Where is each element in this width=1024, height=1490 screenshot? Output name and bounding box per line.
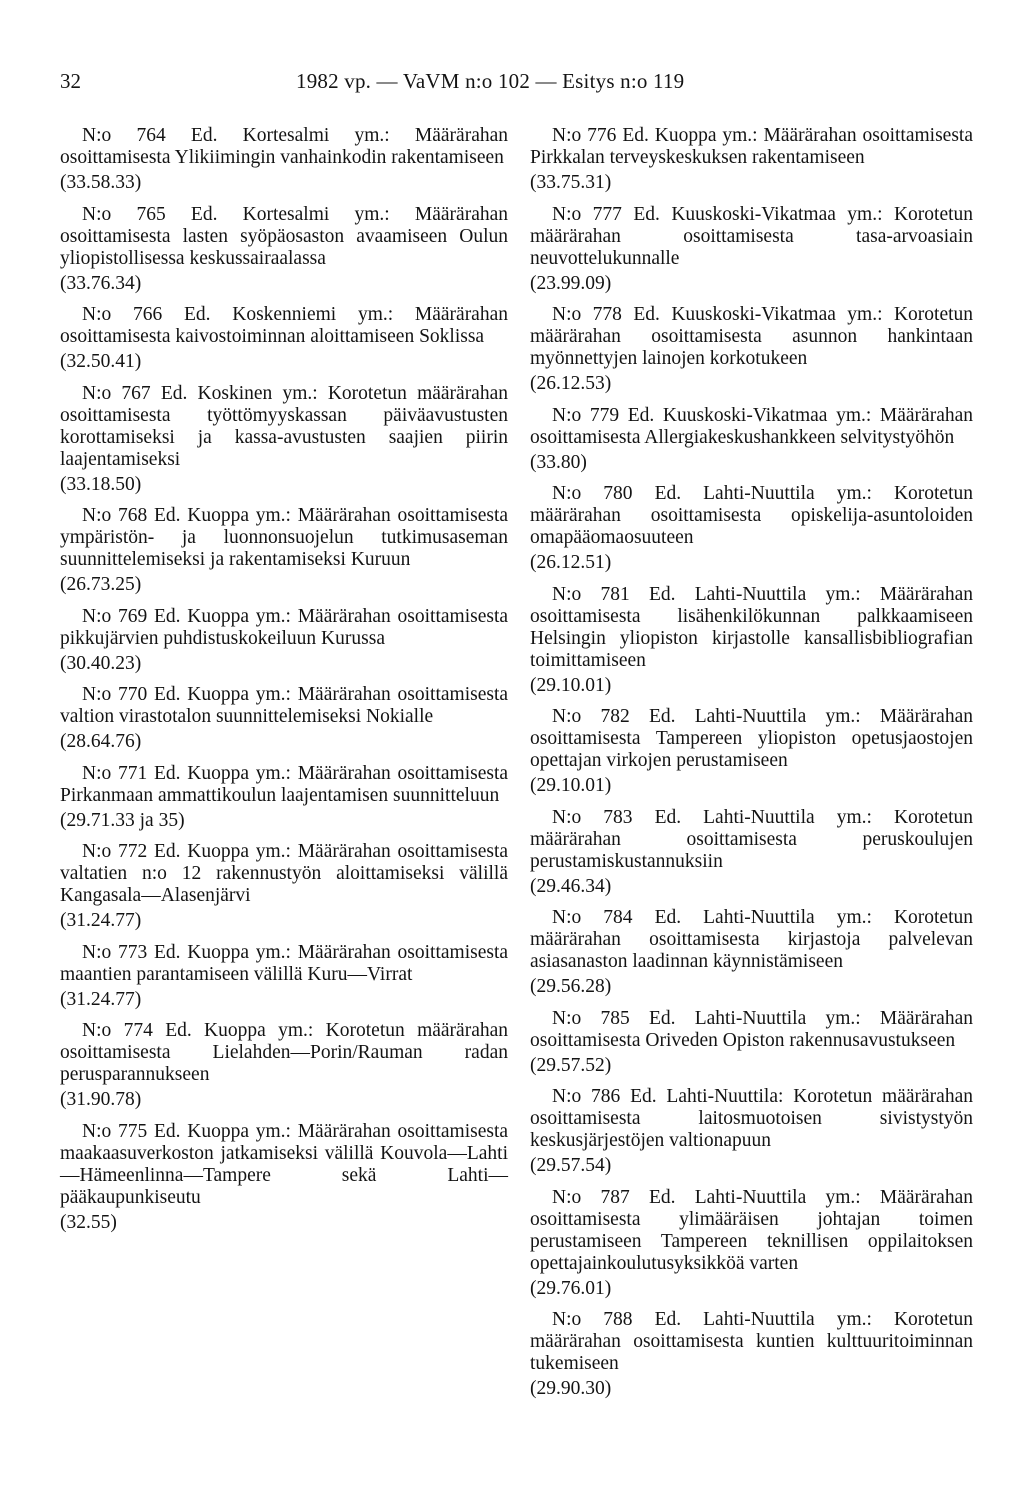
list-item (530, 584, 973, 697)
entry-code: (31.24.77) (60, 910, 142, 931)
left-column (60, 125, 508, 1243)
entry-text: Ed. Lahti-Nuuttila: Korotetun määrärahan osoittamisesta laitosmuotoisen sivistystyön keskusjärjestöjen valtionapuun (530, 1086, 973, 1151)
entry-text: Ed. Kuoppa ym.: Määrärahan osoittamisesta Pirkanmaan ammattikoulun laajentamisen suunnitteluun (60, 762, 509, 806)
list-item (60, 684, 508, 753)
entry-number: N:o 773 (82, 941, 148, 963)
entry-number: N:o 776 (552, 125, 617, 146)
entry-code: (29.56.28) (530, 976, 612, 997)
entry-text: Ed. Lahti-Nuuttila ym.: Korotetun määrärahan osoittamisesta kuntien kulttuuritoiminnan tukemiseen (530, 1309, 974, 1374)
entry-number: N:o 780 (552, 483, 633, 504)
list-item (530, 807, 973, 898)
entry-text: Ed. Kuoppa ym.: Määrärahan osoittamisesta valtion virastotalon suunnittelemiseksi Nokialle (60, 684, 509, 727)
entry-text: Ed. Kuoppa ym.: Määrärahan osoittamisesta valtatien n:o 12 rakennustyön aloittamiseksi välillä Kangasala—Alasenjärvi (60, 841, 509, 906)
list-item (530, 483, 973, 574)
list-item (60, 942, 508, 1011)
entry-number: N:o 788 (552, 1309, 633, 1330)
entry-code: (31.90.78) (60, 1089, 142, 1110)
entry-code: (29.57.54) (530, 1155, 612, 1176)
entry-number: N:o 769 (82, 605, 148, 627)
entry-number: N:o 782 (552, 706, 630, 727)
entry-text: Ed. Lahti-Nuuttila ym.: Korotetun määrärahan osoittamisesta peruskoulujen perustamiskustannuksiin (530, 806, 974, 872)
entry-number: N:o 764 (82, 125, 166, 146)
running-title: 1982 vp. — VaVM n:o 102 — Esitys n:o 119 (296, 69, 685, 93)
entry-number: N:o 778 (552, 304, 622, 325)
entry-text: Ed. Kuuskoski-Vikatmaa ym.: Korotetun määrärahan osoittamisesta tasa-arvoasiain neuvottelukunnalle (530, 203, 974, 269)
entry-code: (26.73.25) (60, 574, 142, 595)
entry-number: N:o 771 (82, 762, 148, 784)
list-item (60, 1020, 508, 1111)
entry-number: N:o 785 (552, 1007, 630, 1029)
entry-number: N:o 774 (82, 1020, 153, 1041)
entry-code: (33.18.50) (60, 473, 142, 495)
list-item (60, 606, 508, 675)
entry-number: N:o 767 (82, 382, 151, 404)
entry-text: Ed. Lahti-Nuuttila ym.: Korotetun määrärahan osoittamisesta kirjastoja palvelevan asiasanaston laadinnan käynnistämiseen (530, 907, 974, 972)
entry-code: (33.80) (530, 451, 587, 473)
entry-number: N:o 786 (552, 1086, 621, 1107)
page-header (0, 70, 1024, 100)
list-item (530, 304, 973, 395)
entry-text: Ed. Kortesalmi ym.: Määrärahan osoittamisesta Ylikiimingin vanhainkodin rakentamiseen (60, 125, 508, 168)
entry-text: Ed. Kortesalmi ym.: Määrärahan osoittamisesta lasten syöpäosaston avaamiseen Oulun yliopistollisessa keskussairaalassa (60, 203, 508, 269)
list-item (530, 907, 973, 998)
list-item (60, 1121, 508, 1234)
entry-code: (33.58.33) (60, 172, 142, 193)
entry-number: N:o 781 (552, 583, 630, 605)
entry-number: N:o 770 (82, 684, 148, 705)
list-item (530, 405, 973, 474)
list-item (530, 1086, 973, 1177)
entry-text: Ed. Lahti-Nuuttila ym.: Määrärahan osoittamisesta Tampereen yliopiston opetusjaostojen opettajan virkojen perustamiseen (530, 706, 973, 771)
entry-text: Ed. Kuoppa ym.: Määrärahan osoittamisesta ympäristön- ja luonnonsuojelun tutkimusaseman suunnittelemiseksi ja rakentamiseksi Kuruun (60, 505, 509, 570)
list-item (530, 706, 973, 797)
entry-text: Ed. Kuuskoski-Vikatmaa ym.: Korotetun määrärahan osoittamisesta asunnon hankintaan myönnettyjen lainojen korkotukeen (530, 304, 974, 369)
entry-text: Ed. Kuoppa ym.: Korotetun määrärahan osoittamisesta Lielahden—Porin/Rauman radan perusparannukseen (60, 1020, 509, 1085)
entry-text: Ed. Kuoppa ym.: Määrärahan osoittamisesta Pirkkalan terveyskeskuksen rakentamiseen (530, 125, 973, 168)
list-item (60, 125, 508, 194)
entry-code: (28.64.76) (60, 731, 142, 752)
entry-number: N:o 766 (82, 304, 163, 325)
list-item (60, 505, 508, 596)
entry-text: Ed. Lahti-Nuuttila ym.: Määrärahan osoittamisesta lisähenkilökunnan palkkaamiseen Helsingin yliopiston kirjastolle kansallisbibliografian toimittamiseen (530, 583, 973, 671)
entry-code: (29.10.01) (530, 775, 612, 796)
entry-code: (26.12.53) (530, 373, 612, 394)
entry-number: N:o 784 (552, 907, 633, 928)
list-item (530, 204, 973, 295)
entry-code: (32.55) (60, 1211, 117, 1233)
entry-code: (29.76.01) (530, 1277, 612, 1299)
list-item (60, 304, 508, 373)
entry-code: (33.76.34) (60, 272, 142, 294)
entry-code: (29.57.52) (530, 1054, 612, 1076)
entry-code: (29.71.33 ja 35) (60, 809, 185, 831)
entry-code: (23.99.09) (530, 272, 612, 294)
entry-number: N:o 765 (82, 203, 166, 225)
entry-code: (33.75.31) (530, 172, 612, 193)
entry-code: (31.24.77) (60, 988, 142, 1010)
list-item (60, 383, 508, 496)
list-item (60, 204, 508, 295)
entry-text: Ed. Koskinen ym.: Korotetun määrärahan osoittamisesta työttömyyskassan päiväavustusten korottamiseksi ja kassa-avustusten saajien piirin laajentamiseksi (60, 382, 508, 470)
entry-text: Ed. Lahti-Nuuttila ym.: Määrärahan osoittamisesta Oriveden Opiston rakennusavustukseen (530, 1007, 973, 1051)
entry-text: Ed. Koskenniemi ym.: Määrärahan osoittamisesta kaivostoiminnan aloittamiseen Soklissa (60, 304, 508, 347)
entry-code: (29.90.30) (530, 1378, 612, 1399)
right-column (530, 125, 973, 1410)
entry-text: Ed. Kuoppa ym.: Määrärahan osoittamisesta maakaasuverkoston jatkamiseksi välillä Kouvola—Lahti—Hämeenlinna—Tampere sekä Lahti—pääkaupunkiseutu (60, 1120, 509, 1208)
entry-text: Ed. Kuoppa ym.: Määrärahan osoittamisesta maantien parantamiseen välillä Kuru—Virrat (60, 941, 509, 985)
entry-code: (30.40.23) (60, 652, 142, 674)
entry-number: N:o 779 (552, 404, 620, 426)
entry-text: Ed. Lahti-Nuuttila ym.: Määrärahan osoittamisesta ylimääräisen johtajan toimen perustamiseen Tampereen teknillisen oppilaitoksen opettajainkoulutusyksikköä varten (530, 1186, 973, 1274)
entry-text: Ed. Lahti-Nuuttila ym.: Korotetun määrärahan osoittamisesta opiskelija-asuntoloiden omapääomaosuuteen (530, 483, 974, 548)
entry-text: Ed. Kuuskoski-Vikatmaa ym.: Määrärahan osoittamisesta Allergiakeskushankkeen selvitystyöhön (530, 404, 974, 448)
entry-number: N:o 775 (82, 1120, 148, 1142)
list-item (530, 1187, 973, 1300)
list-item (530, 125, 973, 194)
entry-code: (29.10.01) (530, 674, 612, 696)
entry-code: (26.12.51) (530, 552, 612, 573)
entry-text: Ed. Kuoppa ym.: Määrärahan osoittamisesta pikkujärvien puhdistuskokeiluun Kurussa (60, 605, 509, 649)
entry-code: (29.46.34) (530, 875, 612, 897)
entry-number: N:o 768 (82, 505, 148, 526)
entry-number: N:o 783 (552, 806, 633, 828)
entry-code: (32.50.41) (60, 351, 142, 372)
entry-number: N:o 777 (552, 203, 622, 225)
list-item (60, 841, 508, 932)
entry-number: N:o 772 (82, 841, 148, 862)
list-item (530, 1008, 973, 1077)
list-item (530, 1309, 973, 1400)
page-number: 32 (60, 69, 81, 93)
list-item (60, 763, 508, 832)
entry-number: N:o 787 (552, 1186, 630, 1208)
